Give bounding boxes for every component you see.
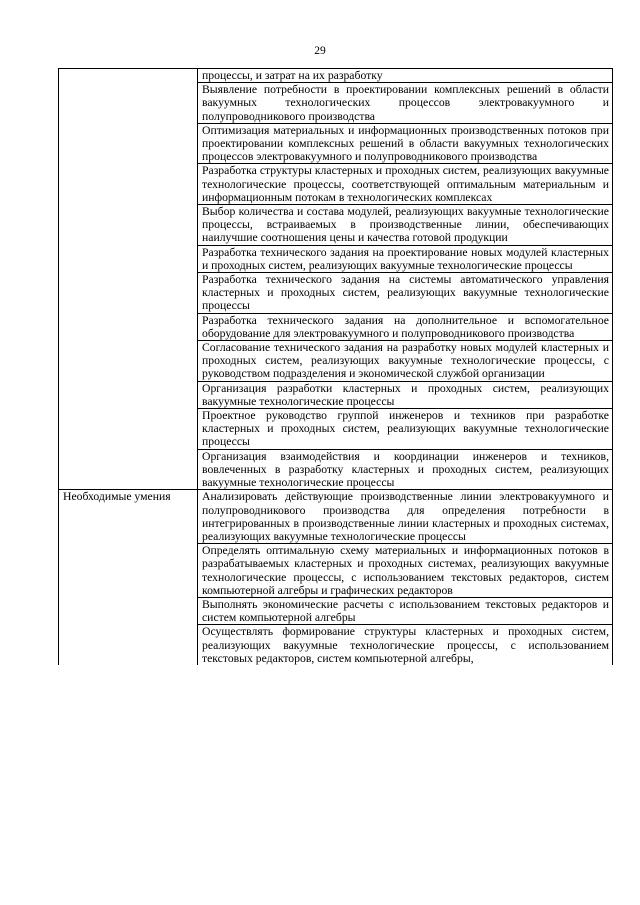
empty-label-cell [59,69,198,490]
skill-cell: Выполнять экономические расчеты с использованием текстовых редакторов и систем компьютерной алгебры [198,597,613,624]
labor-action-cell: Оптимизация материальных и информационных производственных потоков при проектировании комплексных решений в области вакуумных технологических процессов электровакуумного и полупроводникового производства [198,123,613,164]
labor-action-cell: Разработка технического задания на проектирование новых модулей кластерных и проходных систем, реализующих вакуумные технологические процессы [198,245,613,272]
labor-action-cell: Организация разработки кластерных и проходных систем, реализующих вакуумные технологические процессы [198,381,613,408]
labor-action-cell: Разработка технического задания на системы автоматического управления кластерных и проходных систем, реализующих вакуумные технологические процессы [198,273,613,314]
labor-action-cell: Согласование технического задания на разработку новых модулей кластерных и проходных систем, реализующих вакуумные технологические процессы, с руководством подразделения и экономической службой организации [198,341,613,382]
labor-action-cell: Выявление потребности в проектировании комплексных решений в области вакуумных технологических процессов электровакуумного и полупроводникового производства [198,83,613,124]
labor-action-cell: Проектное руководство группой инженеров и техников при разработке кластерных и проходных систем, реализующих вакуумные технологические процессы [198,409,613,450]
table-row [59,490,613,544]
page-number: 29 [314,45,326,57]
labor-action-cell: Выбор количества и состава модулей, реализующих вакуумные технологические процессы, встраиваемых в производственные линии, обеспечивающих наилучшие соотношения цены и качества готовой продукции [198,205,613,246]
skills-label: Необходимые умения [59,490,198,665]
requirements-table [58,68,613,665]
table-row [59,69,613,83]
labor-action-cell: Разработка структуры кластерных и проходных систем, реализующих вакуумные технологические процессы, соответствующей оптимальным материальным и информационным потокам в технологических комплексах [198,164,613,205]
labor-action-cell: Разработка технического задания на дополнительное и вспомогательное оборудование для электровакуумного и полупроводникового производства [198,313,613,340]
labor-action-cell: Организация взаимодействия и координации инженеров и техников, вовлеченных в разработку кластерных и проходных систем, реализующих вакуумные технологические процессы [198,449,613,490]
skill-cell: Анализировать действующие производственные линии электровакуумного и полупроводникового производства для определения потребности в интегрированных в производственные линии кластерных и проходных системах, реализующих вакуумные технологические процессы [198,490,613,544]
skill-cell: Определять оптимальную схему материальных и информационных потоков в разрабатываемых кластерных и проходных системах, реализующих вакуумные технологические процессы, с использованием текстовых редакторов, систем компьютерной алгебры и графических редакторов [198,544,613,598]
skill-cell: Осуществлять формирование структуры кластерных и проходных систем, реализующих вакуумные технологические процессы, с использованием текстовых редакторов, систем компьютерной алгебры, [198,625,613,665]
labor-action-cell: процессы, и затрат на их разработку [198,69,613,83]
